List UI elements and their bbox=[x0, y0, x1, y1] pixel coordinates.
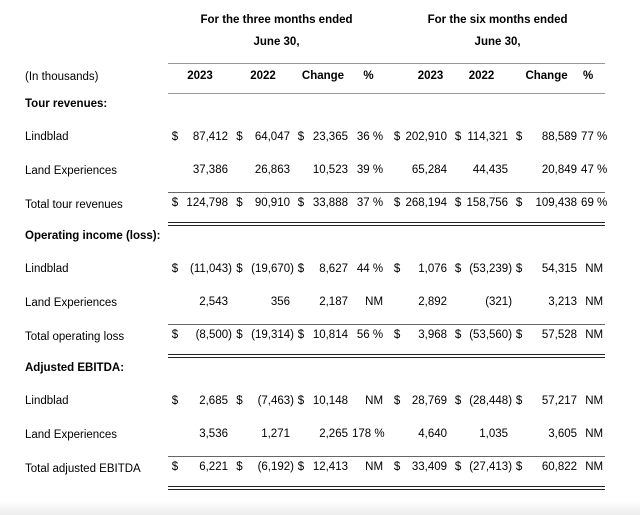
currency-symbol bbox=[168, 144, 182, 193]
section-title: Adjusted EBITDA: bbox=[25, 362, 125, 374]
currency-symbol: $ bbox=[390, 193, 404, 225]
amount-value: 37,386 bbox=[192, 164, 228, 176]
amount-value: 26,863 bbox=[254, 164, 290, 176]
percent-change-value: 69 % bbox=[581, 193, 605, 225]
table-row bbox=[25, 408, 605, 457]
page-bottom-fade bbox=[0, 501, 640, 515]
currency-symbol: $ bbox=[454, 131, 462, 143]
amount-value: 114,321 bbox=[467, 131, 509, 143]
amount-value: 44,435 bbox=[472, 164, 509, 176]
amount-value: 1,035 bbox=[479, 428, 509, 440]
row-label: Lindblad bbox=[25, 263, 69, 275]
currency-symbol: $ bbox=[515, 263, 523, 275]
currency-symbol bbox=[294, 276, 308, 325]
amount-value: (27,413) bbox=[465, 457, 512, 489]
amount-value: 57,217 bbox=[541, 395, 578, 407]
amount-value: 57,528 bbox=[526, 325, 581, 357]
amount-value: 3,536 bbox=[199, 428, 228, 440]
currency-symbol: $ bbox=[171, 131, 179, 143]
currency-symbol: $ bbox=[297, 395, 305, 407]
amount-value: 6,221 bbox=[182, 457, 232, 489]
amount-value: 109,438 bbox=[526, 193, 581, 225]
table-row bbox=[25, 243, 605, 276]
currency-symbol: $ bbox=[232, 457, 247, 489]
currency-symbol bbox=[512, 276, 526, 325]
amount-value: 2,892 bbox=[418, 296, 448, 308]
percent-change-value: NM bbox=[581, 457, 605, 489]
total-row bbox=[25, 325, 605, 357]
currency-symbol bbox=[294, 408, 308, 457]
currency-symbol: $ bbox=[168, 193, 182, 225]
table-row bbox=[25, 111, 605, 144]
period-header-six-months: For the six months ended bbox=[427, 14, 568, 26]
currency-symbol: $ bbox=[393, 263, 401, 275]
amount-value: 33,409 bbox=[404, 457, 451, 489]
table-row bbox=[25, 375, 605, 408]
currency-symbol bbox=[390, 276, 404, 325]
amount-value: 1,076 bbox=[418, 263, 448, 275]
percent-change-value: 178 % bbox=[352, 428, 385, 440]
amount-value: 20,849 bbox=[541, 164, 578, 176]
corner-spacer bbox=[25, 27, 168, 64]
currency-symbol: $ bbox=[393, 131, 401, 143]
currency-symbol bbox=[232, 144, 247, 193]
row-label: Total tour revenues bbox=[25, 199, 123, 211]
currency-symbol bbox=[512, 408, 526, 457]
column-header-2022-6mo: 2022 bbox=[451, 64, 512, 94]
period-header-row-1 bbox=[25, 8, 605, 27]
column-header-change-3mo: Change bbox=[294, 64, 352, 94]
amount-value: 33,888 bbox=[308, 193, 352, 225]
currency-symbol bbox=[168, 408, 182, 457]
in-thousands-label: (In thousands) bbox=[25, 70, 99, 83]
amount-value: 3,968 bbox=[404, 325, 451, 357]
amount-value: 202,910 bbox=[405, 131, 448, 143]
currency-symbol: $ bbox=[236, 131, 243, 143]
amount-value: 3,605 bbox=[548, 428, 578, 440]
percent-change-value: 39 % bbox=[356, 164, 384, 176]
amount-value: 3,213 bbox=[548, 296, 578, 308]
currency-symbol: $ bbox=[232, 325, 247, 357]
amount-value: 10,814 bbox=[308, 325, 352, 357]
percent-change-value: 44 % bbox=[356, 263, 384, 275]
total-row bbox=[25, 193, 605, 225]
currency-symbol: $ bbox=[236, 263, 243, 275]
percent-change-value: NM bbox=[585, 263, 604, 275]
row-label: Land Experiences bbox=[25, 164, 118, 177]
currency-symbol: $ bbox=[168, 457, 182, 489]
percent-change-value: 36 % bbox=[356, 131, 384, 143]
currency-symbol: $ bbox=[390, 457, 404, 489]
column-header-change-6mo: Change bbox=[512, 64, 581, 94]
corner-spacer bbox=[25, 8, 168, 27]
amount-value: (7,463) bbox=[257, 395, 294, 407]
table-body bbox=[25, 94, 608, 489]
currency-symbol: $ bbox=[393, 395, 401, 407]
percent-change-value: NM bbox=[581, 325, 605, 357]
currency-symbol: $ bbox=[297, 263, 305, 275]
period-header-row-2 bbox=[25, 27, 605, 64]
amount-value: 60,822 bbox=[526, 457, 581, 489]
amount-value: 65,284 bbox=[411, 164, 448, 176]
row-label: Total adjusted EBITDA bbox=[25, 463, 141, 475]
period-header-three-months: For the three months ended bbox=[200, 14, 353, 26]
currency-symbol bbox=[390, 408, 404, 457]
amount-value: 268,194 bbox=[404, 193, 451, 225]
column-header-pct-6mo: % bbox=[581, 64, 605, 94]
currency-symbol: $ bbox=[451, 193, 465, 225]
currency-symbol bbox=[168, 276, 182, 325]
section-row bbox=[25, 356, 605, 375]
amount-value: 23,365 bbox=[312, 131, 348, 143]
column-header-2022-3mo: 2022 bbox=[232, 64, 294, 94]
currency-symbol bbox=[451, 144, 465, 193]
section-title: Operating income (loss): bbox=[25, 230, 161, 242]
amount-value: 8,627 bbox=[319, 263, 348, 275]
section-row bbox=[25, 94, 605, 112]
currency-symbol: $ bbox=[451, 457, 465, 489]
period-header-date-three-months: June 30, bbox=[168, 27, 385, 64]
amount-value: 124,798 bbox=[182, 193, 232, 225]
currency-symbol: $ bbox=[168, 325, 182, 357]
period-header-date-six-months: June 30, bbox=[390, 27, 605, 64]
currency-symbol bbox=[232, 408, 247, 457]
currency-symbol: $ bbox=[515, 131, 523, 143]
amount-value: (6,192) bbox=[247, 457, 294, 489]
currency-symbol: $ bbox=[390, 325, 404, 357]
financial-results-table bbox=[25, 8, 608, 490]
percent-change-value: NM bbox=[352, 457, 385, 489]
currency-symbol: $ bbox=[515, 395, 523, 407]
amount-value: 4,640 bbox=[418, 428, 448, 440]
section-title: Tour revenues: bbox=[25, 98, 108, 110]
row-label: Lindblad bbox=[25, 131, 69, 143]
section-row bbox=[25, 224, 605, 243]
percent-change-value: NM bbox=[585, 296, 604, 308]
currency-symbol: $ bbox=[236, 395, 243, 407]
currency-symbol bbox=[294, 144, 308, 193]
row-label: Land Experiences bbox=[25, 428, 118, 441]
amount-value: (53,239) bbox=[469, 263, 513, 275]
amount-value: (8,500) bbox=[182, 325, 232, 357]
currency-symbol: $ bbox=[294, 457, 308, 489]
amount-value: (53,560) bbox=[465, 325, 512, 357]
total-row bbox=[25, 457, 605, 489]
currency-symbol: $ bbox=[512, 325, 526, 357]
percent-change-value: NM bbox=[585, 395, 604, 407]
currency-symbol bbox=[451, 408, 465, 457]
currency-symbol: $ bbox=[297, 131, 305, 143]
currency-symbol: $ bbox=[454, 395, 462, 407]
currency-symbol: $ bbox=[294, 193, 308, 225]
amount-value: 10,523 bbox=[312, 164, 348, 176]
amount-value: 2,187 bbox=[319, 296, 348, 308]
amount-value: 356 bbox=[270, 296, 290, 308]
currency-symbol: $ bbox=[451, 325, 465, 357]
amount-value: (28,448) bbox=[469, 395, 513, 407]
percent-change-value: 77 % bbox=[581, 131, 608, 143]
amount-value: 54,315 bbox=[541, 263, 578, 275]
amount-value: 2,265 bbox=[319, 428, 348, 440]
amount-value: 1,271 bbox=[261, 428, 290, 440]
amount-value: 158,756 bbox=[465, 193, 512, 225]
column-header-pct-3mo: % bbox=[352, 64, 385, 94]
amount-value: (321) bbox=[485, 296, 513, 308]
amount-value: 2,685 bbox=[199, 395, 228, 407]
currency-symbol: $ bbox=[171, 395, 179, 407]
column-header-2023-6mo: 2023 bbox=[390, 64, 451, 94]
percent-change-value: NM bbox=[585, 428, 604, 440]
percent-change-value: NM bbox=[365, 296, 384, 308]
column-header-row bbox=[25, 64, 605, 94]
amount-value: (19,670) bbox=[251, 263, 294, 275]
row-label: Lindblad bbox=[25, 395, 69, 407]
currency-symbol bbox=[451, 276, 465, 325]
amount-value: 90,910 bbox=[247, 193, 294, 225]
table-row bbox=[25, 276, 605, 325]
amount-value: (19,314) bbox=[247, 325, 294, 357]
percent-change-value: 47 % bbox=[581, 164, 608, 176]
amount-value: 2,543 bbox=[199, 296, 228, 308]
column-header-2023-3mo: 2023 bbox=[168, 64, 232, 94]
currency-symbol: $ bbox=[171, 263, 179, 275]
amount-value: 87,412 bbox=[192, 131, 228, 143]
amount-value: (11,043) bbox=[190, 263, 232, 275]
currency-symbol: $ bbox=[232, 193, 247, 225]
currency-symbol bbox=[390, 144, 404, 193]
currency-symbol: $ bbox=[294, 325, 308, 357]
currency-symbol: $ bbox=[454, 263, 462, 275]
row-label: Land Experiences bbox=[25, 296, 118, 309]
table-row bbox=[25, 144, 605, 193]
currency-symbol: $ bbox=[512, 457, 526, 489]
amount-value: 88,589 bbox=[541, 131, 578, 143]
percent-change-value: 56 % bbox=[352, 325, 385, 357]
percent-change-value: NM bbox=[365, 395, 384, 407]
amount-value: 28,769 bbox=[411, 395, 448, 407]
amount-value: 64,047 bbox=[254, 131, 290, 143]
currency-symbol bbox=[232, 276, 247, 325]
percent-change-value: 37 % bbox=[352, 193, 385, 225]
currency-symbol bbox=[512, 144, 526, 193]
row-label: Total operating loss bbox=[25, 331, 125, 343]
amount-value: 12,413 bbox=[308, 457, 352, 489]
amount-value: 10,148 bbox=[312, 395, 348, 407]
currency-symbol: $ bbox=[512, 193, 526, 225]
